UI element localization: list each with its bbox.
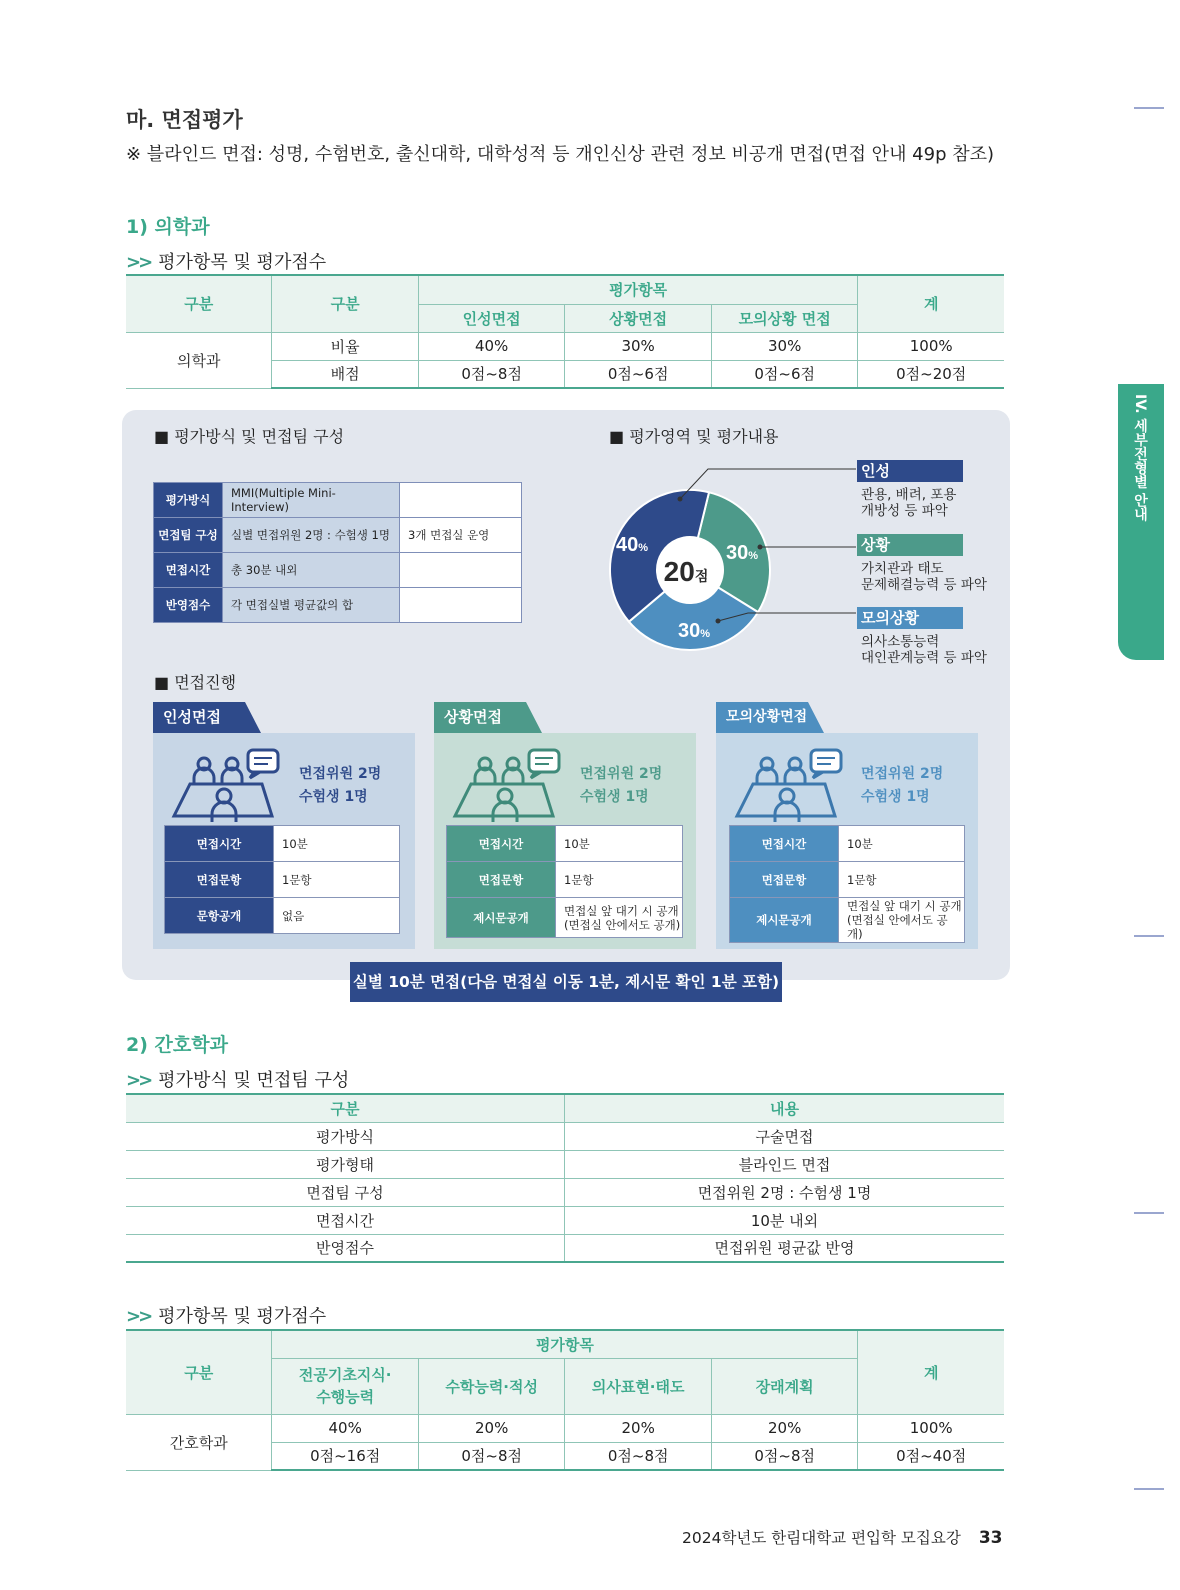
method-extra [400, 553, 522, 588]
chapter-tab[interactable] [1118, 384, 1164, 660]
cell: 평가방식 [126, 1122, 565, 1150]
card-label: 상황면접 [444, 708, 502, 726]
method-extra [400, 588, 522, 623]
edge-tick [1134, 935, 1164, 937]
sec1-subtitle: >> 평가항목 및 평가점수 [126, 252, 327, 273]
sec2-score-table [126, 1329, 1004, 1471]
donut-center-value: 20점 [663, 556, 709, 587]
area-desc: 가치관과 태도 문제해결능력 등 파악 [861, 561, 987, 593]
cell: 0점~8점 [711, 1442, 858, 1470]
cell: 0점~16점 [272, 1442, 419, 1470]
card-participants: 면접위원 2명 수험생 1명 [580, 766, 663, 805]
method-key: 면접팀 구성 [154, 518, 223, 553]
th-content: 내용 [565, 1094, 1005, 1122]
cell: 40% [418, 332, 565, 360]
card-key: 제시문공개 [730, 898, 839, 943]
section-heading: 마. 면접평가 [126, 108, 243, 132]
leader-dot [716, 619, 721, 624]
leader-dot [678, 497, 683, 502]
method-key: 면접시간 [154, 553, 223, 588]
cell: 구술면접 [565, 1122, 1005, 1150]
card-val: 1문항 [274, 862, 400, 898]
sec2-method-table [126, 1093, 1004, 1263]
sec1-score-table [126, 274, 1004, 389]
interview-banner: 실별 10분 면접(다음 면접실 이동 1분, 제시문 확인 1분 포함) [350, 962, 782, 1002]
sec2-subtitle2: >> 평가항목 및 평가점수 [126, 1306, 327, 1327]
card-val: 1문항 [556, 862, 683, 898]
card-key: 면접문항 [730, 862, 839, 898]
method-val: 각 면접실별 평균값의 합 [223, 588, 400, 623]
th-col: 모의상황 면접 [711, 304, 858, 332]
page-footer: 2024학년도 한림대학교 편입학 모집요강 33 [682, 1528, 1003, 1548]
area-title: ■ 평가영역 및 평가내용 [609, 427, 779, 446]
card-label: 인성면접 [163, 708, 221, 726]
method-extra [400, 483, 522, 518]
method-key: 평가방식 [154, 483, 223, 518]
double-arrow-icon: >> [126, 1306, 151, 1327]
cell: 40% [272, 1414, 419, 1442]
cell: 면접시간 [126, 1206, 565, 1234]
card-val: 없음 [274, 898, 400, 934]
page-number: 33 [978, 1528, 1003, 1548]
chapter-tab-label: IV. 세부전형별 안내 [1132, 394, 1148, 522]
card-key: 문항공개 [165, 898, 274, 934]
card-table [164, 825, 400, 934]
cell: 0점~6점 [711, 360, 858, 388]
card-label: 모의상황면접 [726, 709, 808, 725]
th-group: 구분 [126, 275, 272, 332]
progress-title: ■ 면접진행 [154, 673, 237, 692]
area-desc: 관용, 배려, 포용 개방성 등 파악 [861, 487, 957, 519]
cell: 20% [711, 1414, 858, 1442]
dept-cell: 간호학과 [126, 1414, 272, 1470]
card-participants: 면접위원 2명 수험생 1명 [861, 766, 944, 805]
cell: 면접팀 구성 [126, 1178, 565, 1206]
card-val: 1문항 [839, 862, 965, 898]
method-title: ■ 평가방식 및 면접팀 구성 [154, 427, 345, 446]
area-label: 인성 [857, 460, 963, 482]
cell: 30% [711, 332, 858, 360]
double-arrow-icon: >> [126, 252, 151, 273]
card-key: 면접문항 [447, 862, 556, 898]
th-col: 인성면접 [418, 304, 565, 332]
cell: 20% [565, 1414, 712, 1442]
card-table [729, 825, 965, 943]
cell: 면접위원 평균값 반영 [565, 1234, 1005, 1262]
blind-note: ※ 블라인드 면접: 성명, 수험번호, 출신대학, 대학성적 등 개인신상 관련 정보 비공개 면접(면접 안내 49p 참조) [126, 144, 995, 165]
cell: 반영점수 [126, 1234, 565, 1262]
slice-label: 30% [726, 542, 759, 564]
method-val: 총 30분 내외 [223, 553, 400, 588]
card-val: 10분 [274, 826, 400, 862]
interview-table-icon [170, 748, 282, 822]
interview-table-icon [733, 748, 845, 822]
card-key: 제시문공개 [447, 898, 556, 938]
th-total: 계 [858, 1330, 1004, 1414]
cell: 0점~8점 [418, 360, 565, 388]
cell: 100% [858, 332, 1004, 360]
slice-label: 40% [616, 534, 649, 556]
cell: 100% [858, 1414, 1004, 1442]
interview-table-icon [451, 748, 563, 822]
card-participants: 면접위원 2명 수험생 1명 [299, 766, 382, 805]
cell: 0점~8점 [418, 1442, 565, 1470]
cell: 30% [565, 332, 712, 360]
card-val: 면접실 앞 대기 시 공개 (면접실 안에서도 공개) [839, 898, 965, 943]
th-total: 계 [858, 275, 1004, 332]
cell: 0점~20점 [858, 360, 1004, 388]
sec1-title: 1) 의학과 [126, 216, 210, 238]
method-val: MMI(Multiple Mini-Interview) [223, 483, 400, 518]
card-key: 면접시간 [730, 826, 839, 862]
cell: 평가형태 [126, 1150, 565, 1178]
row-label: 비율 [272, 332, 418, 360]
th-group2: 구분 [272, 275, 418, 332]
cell: 20% [418, 1414, 565, 1442]
leader-dot [758, 545, 763, 550]
cell: 0점~8점 [565, 1442, 712, 1470]
edge-tick [1134, 1488, 1164, 1490]
card-key: 면접시간 [447, 826, 556, 862]
edge-tick [1134, 107, 1164, 109]
cell: 블라인드 면접 [565, 1150, 1005, 1178]
sec2-title: 2) 간호학과 [126, 1034, 228, 1056]
th-items: 평가항목 [418, 275, 858, 304]
th-col: 전공기초지식· 수행능력 [272, 1358, 419, 1414]
card-val: 10분 [556, 826, 683, 862]
th-col: 상황면접 [565, 304, 712, 332]
row-label: 배점 [272, 360, 418, 388]
method-extra: 3개 면접실 운영 [400, 518, 522, 553]
cell: 면접위원 2명 : 수험생 1명 [565, 1178, 1005, 1206]
card-val: 10분 [839, 826, 965, 862]
method-val: 실별 면접위원 2명 : 수험생 1명 [223, 518, 400, 553]
area-label: 상황 [857, 534, 963, 556]
th-group: 구분 [126, 1330, 272, 1414]
sec2-subtitle1: >> 평가방식 및 면접팀 구성 [126, 1070, 350, 1091]
th-group: 구분 [126, 1094, 565, 1122]
card-table [446, 825, 683, 938]
th-items: 평가항목 [272, 1330, 858, 1358]
method-table [153, 482, 522, 623]
card-key: 면접문항 [165, 862, 274, 898]
card-key: 면접시간 [165, 826, 274, 862]
th-col: 장래계획 [711, 1358, 858, 1414]
area-desc: 의사소통능력 대인관계능력 등 파악 [861, 634, 987, 666]
dept-cell: 의학과 [126, 332, 272, 388]
cell: 0점~40점 [858, 1442, 1004, 1470]
slice-label: 30% [678, 620, 711, 642]
cell: 0점~6점 [565, 360, 712, 388]
cell: 10분 내외 [565, 1206, 1005, 1234]
method-key: 반영점수 [154, 588, 223, 623]
card-val: 면접실 앞 대기 시 공개 (면접실 안에서도 공개) [556, 898, 683, 938]
area-label: 모의상황 [857, 607, 963, 629]
double-arrow-icon: >> [126, 1070, 151, 1091]
edge-tick [1134, 1212, 1164, 1214]
th-col: 의사표현·태도 [565, 1358, 712, 1414]
th-col: 수학능력·적성 [418, 1358, 565, 1414]
